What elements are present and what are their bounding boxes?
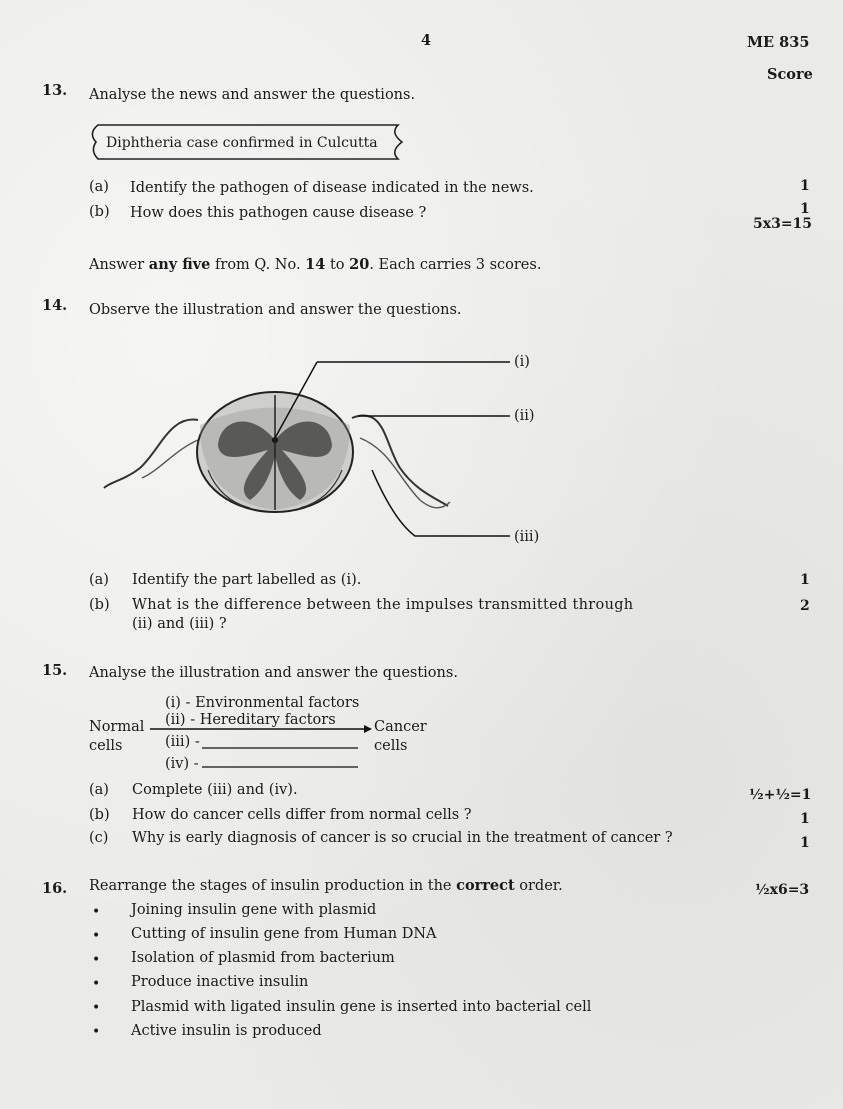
question-16-number: 16. [42,880,68,897]
q15-part-a-text: Complete (iii) and (iv). [132,782,298,798]
factor-i: (i) - Environmental factors [165,695,360,711]
list-item: Joining insulin gene with plasmid [131,902,377,918]
question-15-number: 15. [42,662,68,679]
q15-part-c-text: Why is early diagnosis of cancer is so crucial in the treatment of cancer ? [132,830,673,846]
q15-part-b-label: (b) [89,807,110,823]
list-item: Cutting of insulin gene from Human DNA [131,926,437,942]
q15-part-c-label: (c) [89,830,109,846]
question-13-prompt: Analyse the news and answer the questions. [89,87,416,103]
q14-part-a-text: Identify the part labelled as (i). [132,572,362,588]
q13-part-b-score: 1 [800,201,810,217]
bullet-icon: • [92,1024,101,1040]
cancer-cells-label-2: cells [374,738,408,754]
q13-part-a-text: Identify the pathogen of disease indicated in the news. [130,180,534,196]
label-ii: (ii) [514,408,535,424]
list-item: Plasmid with ligated insulin gene is inserted into bacterial cell [131,999,592,1015]
q13-part-a-label: (a) [89,179,109,195]
q15-part-b-score: 1 [800,811,810,827]
q15-part-a-label: (a) [89,782,109,798]
cancer-flow-arrow [150,720,380,770]
bullet-icon: • [92,976,101,992]
label-iii: (iii) [514,529,540,545]
q13-part-a-score: 1 [800,178,810,194]
question-14-number: 14. [42,297,68,314]
q14-part-b-score: 2 [800,598,810,614]
q16-score: ½x6=3 [755,882,810,898]
normal-cells-label: Normal [89,719,145,735]
q14-part-b-label: (b) [89,597,110,613]
q14-part-b-text-line1: What is the difference between the impulses transmitted through [132,597,634,613]
list-item: Active insulin is produced [131,1023,322,1039]
news-headline: Diphtheria case confirmed in Culcutta [106,135,378,151]
factor-ii: (ii) - Hereditary factors [165,712,336,728]
label-i: (i) [514,354,530,370]
section-instruction: Answer any five from Q. No. 14 to 20. Each carries 3 scores. [89,256,542,273]
q15-part-c-score: 1 [800,835,810,851]
question-15-prompt: Analyse the illustration and answer the questions. [89,665,458,681]
q13-part-b-label: (b) [89,204,110,220]
question-13-number: 13. [42,82,68,99]
question-14-prompt: Observe the illustration and answer the questions. [89,302,462,318]
normal-cells-label-2: cells [89,738,123,754]
score-heading: Score [767,66,813,83]
question-16-prompt: Rearrange the stages of insulin production in the correct order. [89,877,563,894]
q15-part-b-text: How do cancer cells differ from normal cells ? [132,807,472,823]
list-item: Isolation of plasmid from bacterium [131,950,395,966]
q15-part-a-score: ½+½=1 [749,787,812,803]
spinal-cord-illustration [100,350,550,550]
q14-part-a-score: 1 [800,572,810,588]
page-number: 4 [421,32,432,49]
factor-iii: (iii) - [165,734,200,750]
q13-part-b-text: How does this pathogen cause disease ? [130,205,427,221]
list-item: Produce inactive insulin [131,974,309,990]
bullet-icon: • [92,952,101,968]
bullet-icon: • [92,928,101,944]
bullet-icon: • [92,904,101,920]
cancer-cells-label: Cancer [374,719,427,735]
exam-code: ME 835 [747,34,810,51]
bullet-icon: • [92,1000,101,1016]
factor-iv: (iv) - [165,756,199,772]
q14-part-a-label: (a) [89,572,109,588]
section-score: 5x3=15 [753,216,813,232]
q14-part-b-text-line2: (ii) and (iii) ? [132,616,227,632]
